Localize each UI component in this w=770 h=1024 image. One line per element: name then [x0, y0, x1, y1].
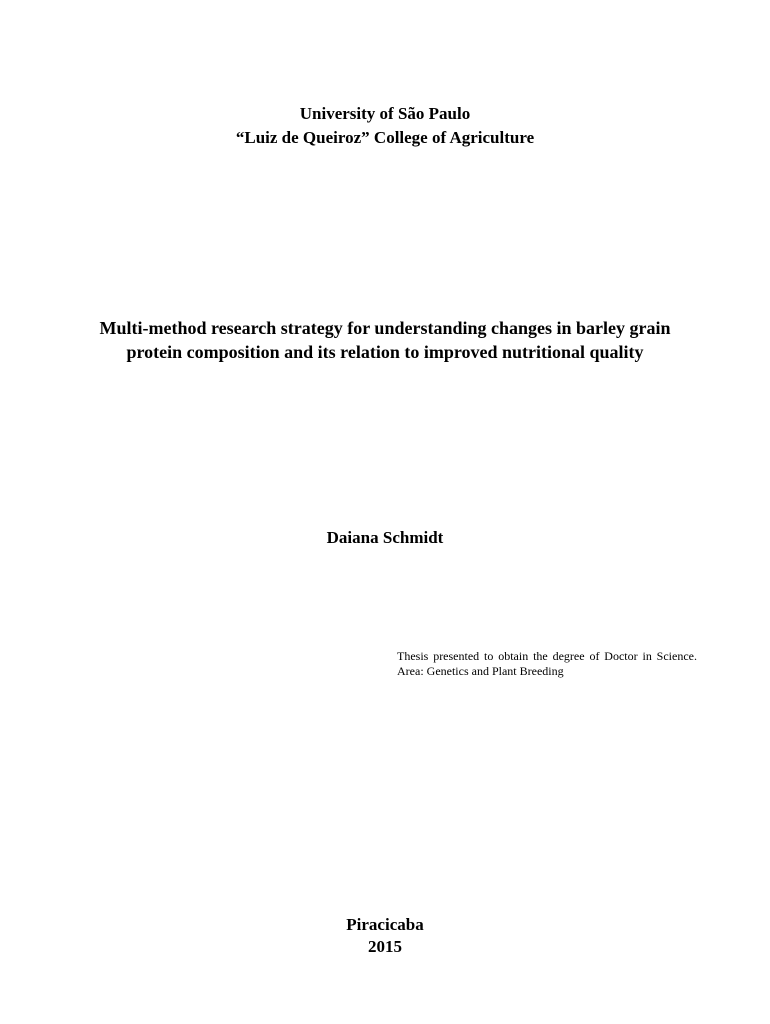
college-name: “Luiz de Queiroz” College of Agriculture: [235, 128, 535, 147]
author-name: Daiana Schmidt: [326, 528, 444, 547]
university-name: University of São Paulo: [299, 104, 471, 123]
year-label: 2015: [368, 937, 402, 956]
degree-note: Thesis presented to obtain the degree of Doctor in Science. Area: Genetics and Plant Breeding: [397, 649, 697, 678]
institution-header: [0, 102, 770, 150]
city-name: Piracicaba: [346, 915, 424, 934]
thesis-title-line-2: protein composition and its relation to improved nutritional quality: [126, 342, 644, 362]
cover-footer: [0, 914, 770, 958]
thesis-title-line-1: Multi-method research strategy for understanding changes in barley grain: [99, 318, 671, 338]
thesis-title: [0, 316, 770, 364]
